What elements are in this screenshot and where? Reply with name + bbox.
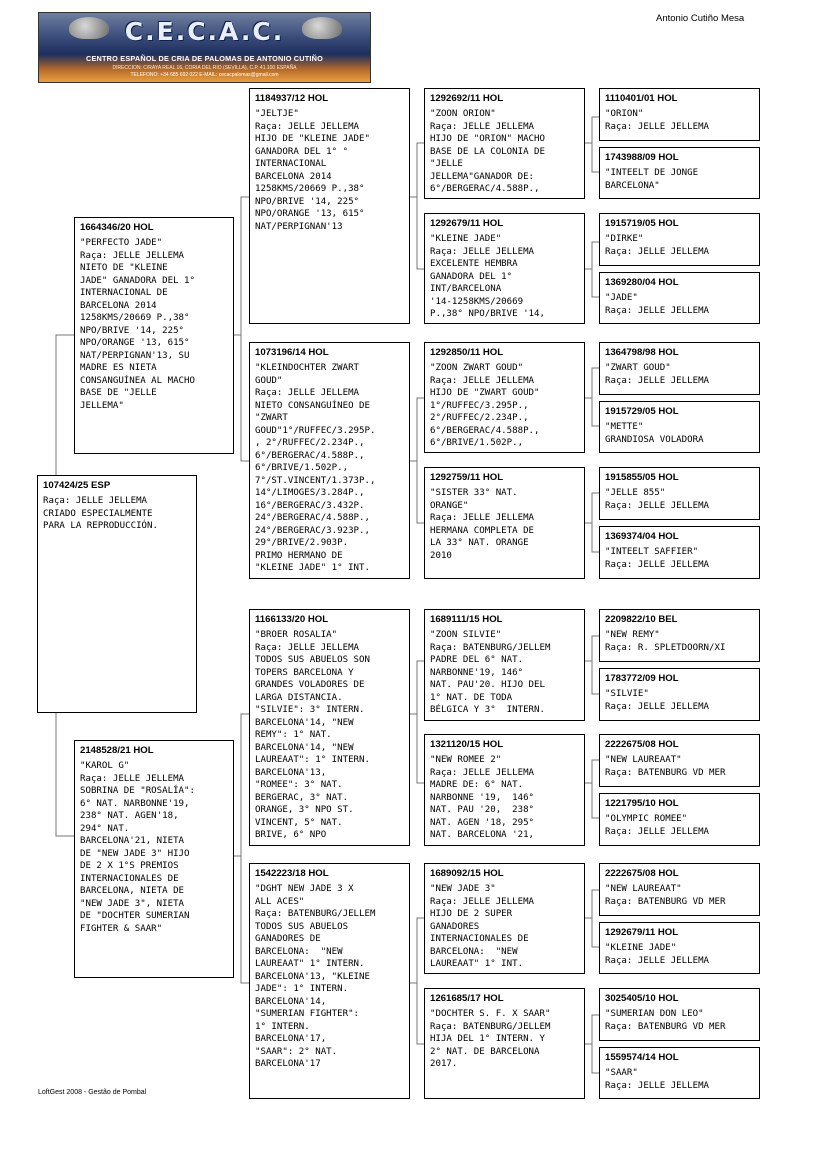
great-grandparent-card xyxy=(424,988,585,1099)
ancestor-card xyxy=(599,668,760,721)
grandparent-card xyxy=(249,609,410,846)
ring-number: 1292679/11 HOL xyxy=(430,218,504,229)
ring-number: 3025405/10 HOL xyxy=(605,993,679,1004)
ring-number: 1292679/11 HOL xyxy=(605,927,679,938)
ring-number: 1743988/09 HOL xyxy=(605,152,679,163)
pigeon-details: "ZWART GOUD" Raça: JELLE JELLEMA xyxy=(605,363,710,386)
ancestor-card xyxy=(599,342,760,395)
pigeon-details: "KLEINE JADE" Raça: JELLE JELLEMA EXCELENTE HEMBRA GANADORA DEL 1° INT/BARCELONA '14-1258KMS/20669 P.,38° NPO/BRIVE '14, xyxy=(430,234,545,319)
pigeon-details: "JELTJE" Raça: JELLE JELLEMA HIJO DE "KLEINE JADE" GANADORA DEL 1° ° INTERNACIONAL BARCELONA 2014 1258KMS/20669 P.,38° NPO/BRIVE '14, 225° NPO/ORANGE '13, 615° NAT/PERPIGNAN'13 xyxy=(255,109,370,232)
great-grandparent-card xyxy=(424,342,585,453)
ancestor-card xyxy=(599,609,760,662)
great-grandparent-card xyxy=(424,609,585,721)
logo-subtitle: CENTRO ESPAÑOL DE CRIA DE PALOMAS DE ANTONIO CUTIÑO xyxy=(86,54,323,63)
subject-card xyxy=(37,475,197,713)
ring-number: 1369280/04 HOL xyxy=(605,277,679,288)
ring-number: 1783772/09 HOL xyxy=(605,673,679,684)
ancestor-card xyxy=(599,863,760,916)
sire-card xyxy=(74,217,234,454)
ring-number: 2209822/10 BEL xyxy=(605,614,678,625)
ring-number: 1689092/15 HOL xyxy=(430,868,504,879)
pigeon-details: "NEW REMY" Raça: R. SPLETDOORN/XI xyxy=(605,630,726,653)
pigeon-details: "ZOON ZWART GOUD" Raça: JELLE JELLEMA HIJO DE "ZWART GOUD" 1°/RUFFEC/3.295P., 2°/RUFFEC/2.234P., 6°/BERGERAC/4.588P., 6°/BRIVE/1.502P., xyxy=(430,363,540,448)
great-grandparent-card xyxy=(424,88,585,199)
footer-credit: LoftGest 2008 - Gestão de Pombal xyxy=(38,1089,147,1096)
ring-number: 2222675/08 HOL xyxy=(605,868,679,879)
ring-number: 1915729/05 HOL xyxy=(605,406,679,417)
ancestor-card xyxy=(599,401,760,453)
pigeon-details: "DOCHTER S. F. X SAAR" Raça: BATENBURG/JELLEM HIJA DEL 1° INTERN. Y 2° NAT. DE BARCELONA 2017. xyxy=(430,1009,551,1069)
pigeon-details: "SISTER 33° NAT. ORANGE" Raça: JELLE JELLEMA HERMANA COMPLETA DE LA 33° NAT. ORANGE 2010 xyxy=(430,488,535,561)
pigeon-details: "JELLE 855" Raça: JELLE JELLEMA xyxy=(605,488,710,511)
grandparent-card xyxy=(249,342,410,579)
ring-number: 1369374/04 HOL xyxy=(605,531,679,542)
ancestor-card xyxy=(599,988,760,1041)
ring-number: 1292850/11 HOL xyxy=(430,347,504,358)
pigeon-details: "KAROL G" Raça: JELLE JELLEMA SOBRINA DE "ROSALÍA": 6° NAT. NARBONNE'19, 238° NAT. AGEN'18, 294° NAT. BARCELONA'21, NIETA DE "NEW JADE 3" HIJO DE 2 X 1°S PREMIOS INTERNACIONALES DE BARCELONA, NIETA DE "NEW JADE 3", NIETA DE "DOCHTER SUMERIAN FIGHTER & SAAR" xyxy=(80,761,195,934)
ring-number: 1559574/14 HOL xyxy=(605,1052,679,1063)
pigeon-details: "NEW LAUREAAT" Raça: BATENBURG VD MER xyxy=(605,884,726,907)
ancestor-card xyxy=(599,88,760,141)
pigeon-details: "SUMERIAN DON LEO" Raça: BATENBURG VD MER xyxy=(605,1009,726,1032)
logo-phone: TELEFONO: +34 685 692 022 E-MAIL: cecacpalomas@gmail.com xyxy=(130,72,279,78)
ring-number: 2222675/08 HOL xyxy=(605,739,679,750)
pigeon-details: "ZOON ORION" Raça: JELLE JELLEMA HIJO DE "ORION" MACHO BASE DE LA COLONIA DE "JELLE JELLEMA"GANADOR DE: 6°/BERGERAC/4.588P., xyxy=(430,109,545,194)
pigeon-details: "JADE" Raça: JELLE JELLEMA xyxy=(605,293,710,316)
grandparent-card xyxy=(249,863,410,1099)
owner-name: Antonio Cutiño Mesa xyxy=(656,13,745,24)
ring-number: 1364798/98 HOL xyxy=(605,347,679,358)
ancestor-card xyxy=(599,147,760,199)
ancestor-card xyxy=(599,922,760,974)
logo-address: DIRECCION: C/RAYA REAL 16, CORIA DEL RIO (SEVILLA), C.P. 41.100 ESPAÑA xyxy=(112,65,297,71)
ring-number: 1915855/05 HOL xyxy=(605,472,679,483)
pigeon-details: "ORION" Raça: JELLE JELLEMA xyxy=(605,109,710,132)
ring-number: 107424/25 ESP xyxy=(43,480,111,491)
pigeon-details: "ZOON SILVIE" Raça: BATENBURG/JELLEM PADRE DEL 6° NAT. NARBONNE'19, 146° NAT. PAU'20. HIJO DEL 1° NAT. DE TODA BÉLGICA Y 3° INTERN. xyxy=(430,630,551,715)
pigeon-details: "BROER ROSALIA" Raça: JELLE JELLEMA TODOS SUS ABUELOS SON TOPERS BARCELONA Y GRANDES VOLADORES DE LARGA DISTANCIA. "SILVIE": 3° INTERN. BARCELONA'14, "NEW REMY": 1° NAT. BARCELONA'14, "NEW LAUREAAT": 1° INTERN. BARCELONA'13, "ROMEE": 3° NAT. BERGERAC, 3° NAT. ORANGE, 3° NPO ST. VINCENT, 5° NAT. BRIVE, 6° NPO xyxy=(255,630,370,840)
ancestor-card xyxy=(599,467,760,520)
ring-number: 1915719/05 HOL xyxy=(605,218,679,229)
ring-number: 1542223/18 HOL xyxy=(255,868,329,879)
ring-number: 1292692/11 HOL xyxy=(430,93,504,104)
ring-number: 1261685/17 HOL xyxy=(430,993,504,1004)
ring-number: 1166133/20 HOL xyxy=(255,614,329,625)
ring-number: 1664346/20 HOL xyxy=(80,222,154,233)
pigeon-details: "PERFECTO JADE" Raça: JELLE JELLEMA NIETO DE "KLEINE JADE" GANADORA DEL 1° INTERNACIONAL DE BARCELONA 2014 1258KMS/20669 P.,38° NPO/BRIVE '14, 225° NPO/ORANGE '13, 615° NAT/PERPIGNAN'13, SU MADRE ES NIETA CONSANGUÍNEA AL MACHO BASE DE "JELLE JELLEMA" xyxy=(80,238,195,411)
ancestor-card xyxy=(599,526,760,579)
pigeon-details: "NEW JADE 3" Raça: JELLE JELLEMA HIJO DE 2 SUPER GANADORES INTERNACIONALES DE BARCELONA: "NEW LAUREAAT" 1° INT. xyxy=(430,884,535,969)
pigeon-details: "METTE" GRANDIOSA VOLADORA xyxy=(605,422,704,445)
grandparent-card xyxy=(249,88,410,324)
ring-number: 1321120/15 HOL xyxy=(430,739,504,750)
pigeon-details: "SAAR" Raça: JELLE JELLEMA xyxy=(605,1068,710,1091)
ring-number: 1689111/15 HOL xyxy=(430,614,503,625)
pigeon-details: "NEW LAUREAAT" Raça: BATENBURG VD MER xyxy=(605,755,726,778)
ring-number: 1292759/11 HOL xyxy=(430,472,504,483)
pigeon-details: "NEW ROMEE 2" Raça: JELLE JELLEMA MADRE DE: 6° NAT. NARBONNE '19, 146° NAT. PAU '20, 238° NAT. AGEN '18, 295° NAT. BARCELONA '21, xyxy=(430,755,535,840)
ring-number: 1110401/01 HOL xyxy=(605,93,678,104)
ancestor-card xyxy=(599,272,760,324)
pigeon-details: "DIRKE" Raça: JELLE JELLEMA xyxy=(605,234,710,257)
pigeon-details: "INTEELT SAFFIER" Raça: JELLE JELLEMA xyxy=(605,547,710,570)
ancestor-card xyxy=(599,1047,760,1099)
pigeon-details: "INTEELT DE JONGE BARCELONA" xyxy=(605,168,699,191)
ancestor-card xyxy=(599,734,760,787)
ancestor-card xyxy=(599,213,760,266)
great-grandparent-card xyxy=(424,863,585,974)
pigeon-details: "DGHT NEW JADE 3 X ALL ACES" Raça: BATENBURG/JELLEM TODOS SUS ABUELOS GANADORES DE BARCELONA: "NEW LAUREAAT" 1° INTERN. BARCELONA'13, "KLEINE JADE": 1° INTERN. BARCELONA'14, "SUMERIAN FIGHTER": 1° INTERN. BARCELONA'17, "SAAR": 2° NAT. BARCELONA'17 xyxy=(255,884,376,1069)
ring-number: 1073196/14 HOL xyxy=(255,347,329,358)
ring-number: 1221795/10 HOL xyxy=(605,798,679,809)
great-grandparent-card xyxy=(424,213,585,324)
great-grandparent-card xyxy=(424,467,585,579)
pigeon-details: "SILVIE" Raça: JELLE JELLEMA xyxy=(605,689,710,712)
ring-number: 2148528/21 HOL xyxy=(80,745,154,756)
ring-number: 1184937/12 HOL xyxy=(255,93,329,104)
great-grandparent-card xyxy=(424,734,585,846)
logo-title: C.E.C.A.C. xyxy=(124,17,285,46)
pigeon-details: "KLEINDOCHTER ZWART GOUD" Raça: JELLE JELLEMA NIETO CONSANGUÍNEO DE "ZWART GOUD"1°/RUFFEC/3.295P. , 2°/RUFFEC/2.234P., 6°/BERGERAC/4.588P., 6°/BRIVE/1.502P., 7°/ST.VINCENT/1.373P., 14°/LIMOGES/3.284P., 16°/BERGERAC/3.432P. 24°/BERGERAC/4.588P., 24°/BERGERAC/3.923P., 29°/BRIVE/2.903P. PRIMO HERMANO DE "KLEINE JADE" 1° INT. xyxy=(255,363,376,573)
ancestor-card xyxy=(599,793,760,846)
pigeon-details: Raça: JELLE JELLEMA CRIADO ESPECIALMENTE PARA LA REPRODUCCIÓN. xyxy=(43,496,158,531)
dam-card xyxy=(74,740,234,978)
pigeon-details: "KLEINE JADE" Raça: JELLE JELLEMA xyxy=(605,943,710,966)
pigeon-details: "OLYMPIC ROMEE" Raça: JELLE JELLEMA xyxy=(605,814,710,837)
